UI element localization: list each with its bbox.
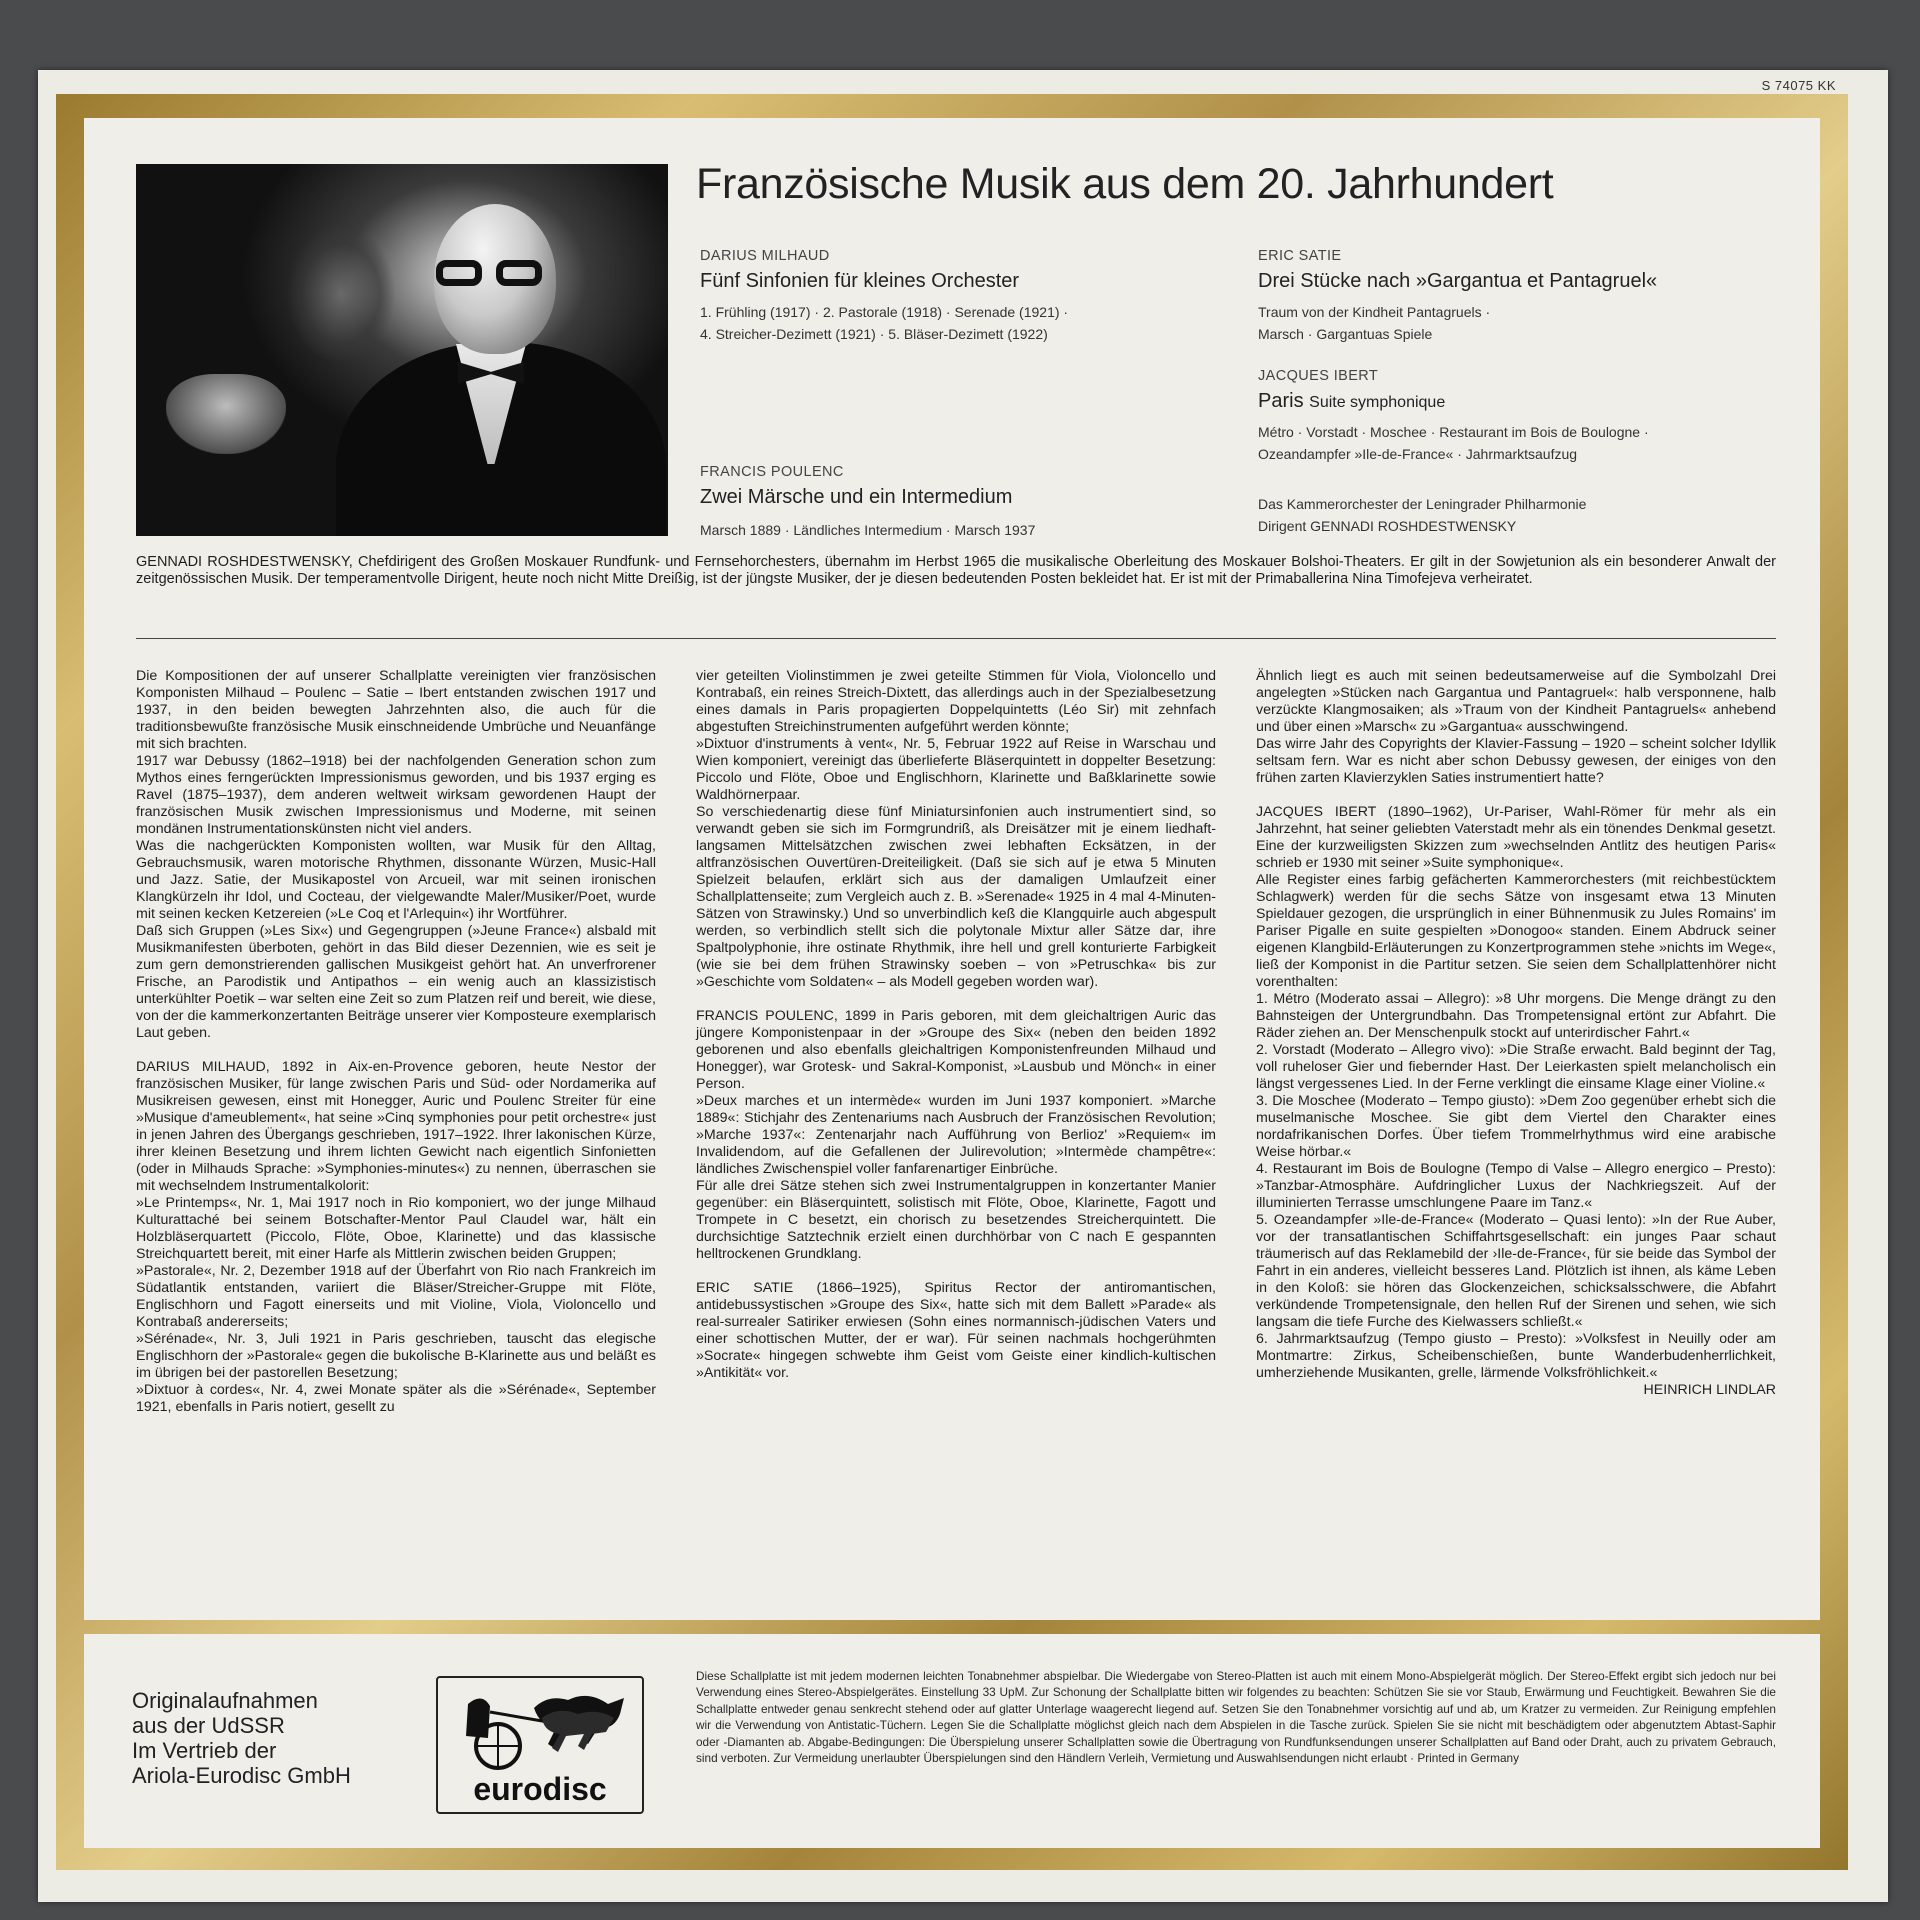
milhaud-movements-1: 1. Frühling (1917) · 2. Pastorale (1918) · Serenade (1921) · xyxy=(700,304,1069,320)
paragraph: Für alle drei Sätze stehen sich zwei Instrumentalgruppen in konzertanter Manier gegenüber: ein Bläserquintett, solistisch mit Flöte, Oboe, Klarinette, Fagott und Trompete in C besetzt, ein chorisch zu besetzendes Streicherquintett. Die durchsichtige Satztechnik erzielt einen durchhörbar von C nach E gespannten helltrockenen Grundklang. xyxy=(696,1178,1216,1262)
divider xyxy=(136,638,1776,639)
liner-column-1 xyxy=(136,668,656,1416)
distribution-note xyxy=(132,1688,351,1788)
paragraph: 5. Ozeandampfer »Ile-de-France« (Moderato – Quasi lento): »In der Rue Auber, vor der transatlantischen Schiffahrtsgesellschaft: ein junges Paar schaut träumerisch auf das Reklamebild der ›Ile-de-France‹, für sie beide das Symbol der Fahrt in ein anderes, vielleicht besseres Land. Plötzlich ist ihnen, als käme Leben in den Koloß: sie hören das Glockenzeichen, schicksalsschwere, die Abfahrt verkündende Trompetensignale, den hellen Ruf der Sirenen und sehen, wie sich langsam die tiefe Furche des Kielwassers schließt.« xyxy=(1256,1212,1776,1330)
paragraph: »Dixtuor à cordes«, Nr. 4, zwei Monate später als die »Sérénade«, September 1921, ebenfalls in Paris notiert, gesellt zu xyxy=(136,1382,656,1415)
author-signature: HEINRICH LINDLAR xyxy=(1643,1382,1776,1398)
conductor: Dirigent GENNADI ROSHDESTWENSKY xyxy=(1258,518,1517,534)
photo-glasses xyxy=(436,260,554,286)
paragraph: DARIUS MILHAUD, 1892 in Aix-en-Provence geboren, heute Nestor der französischen Musiker, für lange zwischen Paris und Süd- oder Nordamerika auf Musikreisen gewesen, einst mit Honegger, Auric und Poulenc Streiter für eine »Musique d'ameublement«, hat seine »Cinq symphonies pour petit orchestre« just in jenen Jahren des Übergangs geschrieben, 1917–1922. Ihrer lakonischen Kürze, ihrer kleinen Besetzung und ihrem lichten Gewicht nach eigentlich Sinfonietten (oder in Milhauds Sprache: »Symphonies-minutes«) zu nennen, überraschen sie mit wechselndem Instrumentalkolorit: xyxy=(136,1059,656,1194)
ibert-movements-2: Ozeandampfer »Ile-de-France« · Jahrmarktsaufzug xyxy=(1258,446,1578,462)
distribution-line: Ariola-Eurodisc GmbH xyxy=(132,1763,351,1788)
ibert-work-main: Paris xyxy=(1258,390,1304,412)
paragraph: Daß sich Gruppen (»Les Six«) und Gegengruppen (»Jeune France«) alsbald mit Musikmanifesten überboten, gehört in das Bild dieser Dezennien, wie es seit je zum gern demonstrierenden gallischen Musikgeist gehört hat. An unverfrorener Frische, an Parodistik und Antipathos – ein wenig auch an klassizistisch unterkühlter Poetik – war selten eine Zeit so zum Platzen reif und bereit, wie diese, von der die kammerkonzertanten Beiträge unserer vier Komposteure exemplarisch Laut geben. xyxy=(136,923,656,1041)
satie-movements-1: Traum von der Kindheit Pantagruels · xyxy=(1258,304,1491,320)
satie-composer: ERIC SATIE xyxy=(1258,248,1342,264)
chariot-icon xyxy=(438,1678,642,1778)
main-panel xyxy=(84,118,1820,1620)
paragraph: JACQUES IBERT (1890–1962), Ur-Pariser, Wahl-Römer für mehr als ein Jahrzehnt, hat seiner geliebten Vaterstadt mehr als ein tönendes Denkmal gesetzt. Eine der kurzweiligsten Skizzen zum »wechselnden Antlitz des heutigen Paris« schrieb er 1930 mit seiner »Suite symphonique«. xyxy=(1256,804,1776,871)
ibert-work xyxy=(1258,390,1445,413)
ibert-composer: JACQUES IBERT xyxy=(1258,368,1379,384)
orchestra: Das Kammerorchester der Leningrader Philharmonie xyxy=(1258,496,1587,512)
satie-work: Drei Stücke nach »Gargantua et Pantagruel« xyxy=(1258,270,1658,292)
ibert-work-sub: Suite symphonique xyxy=(1309,394,1446,411)
ibert-movements-1: Métro · Vorstadt · Moschee · Restaurant im Bois de Boulogne · xyxy=(1258,424,1649,440)
paragraph: ERIC SATIE (1866–1925), Spiritus Rector der antiromantischen, antidebussystischen »Groupe des Six«, hatte sich mit dem Ballett »Parade« als real-surrealer Satiriker erwiesen (Sohn eines normannisch-jüdischen Vaters und einer schottischen Mutter, der er war). Für seinen nachmals hochgerühmten »Socrate« hingegen schwebte ihm Geist vom Geiste einer kindlich-kultischen »Antikität« vor. xyxy=(696,1280,1216,1381)
paragraph: 1917 war Debussy (1862–1918) bei der nachfolgenden Generation schon zum Mythos eines ferngerückten Impressionismus geworden, und bis 1937 erging es Ravel (1875–1937), dem anderen weltweit wirksam gewordenen Haupt der französischen Musik zwischen Impressionismus und Moderne, mit seinen mondänen Instrumentationskünsten nicht viel anders. xyxy=(136,753,656,837)
photo-hand xyxy=(166,374,286,454)
distribution-line: Originalaufnahmen xyxy=(132,1688,318,1713)
paragraph: vier geteilten Violinstimmen je zwei geteilte Stimmen für Viola, Violoncello und Kontrabaß, ein reines Streich-Dixtett, das allerdings auch in der Spezialbesetzung eines damals in Paris propagierten Doppelquintetts (Léo Sir) mit zehnfach abgestuften Streichinstrumenten aufgeführt werden könnte; xyxy=(696,668,1216,735)
paragraph: FRANCIS POULENC, 1899 in Paris geboren, mit dem gleichaltrigen Auric das jüngere Komponistenpaar in der »Groupe des Six« (neben den beiden 1892 geborenen und also ebenfalls gleichaltrigen Komponistenfreunden Milhaud und Honegger), war Grotesk- und Sakral-Komponist, »Lausbub und Mönch« in einer Person. xyxy=(696,1008,1216,1092)
paragraph: 3. Die Moschee (Moderato – Tempo giusto): »Dem Zoo gegenüber erhebt sich die muselmanische Moschee. Sie gibt dem Viertel den Charakter eines nordafrikanischen Dorfes. Über tiefem Trommelrhythmus wird eine arabische Weise hörbar.« xyxy=(1256,1093,1776,1160)
paragraph: »Pastorale«, Nr. 2, Dezember 1918 auf der Überfahrt von Rio nach Frankreich im Südatlantik entstanden, variiert die Bläser/Streicher-Gruppe mit Flöte, Englischhorn und Fagott einerseits und mit Violine, Viola, Violoncello und Kontrabaß andererseits; xyxy=(136,1263,656,1330)
paragraph: 2. Vorstadt (Moderato – Allegro vivo): »Die Straße erwacht. Bald beginnt der Tag, voll ruheloser Gier und fiebernder Hast. Der Leierkasten spielt melancholisch ein längst vergessenes Lied. In der Ferne verklingt die einsame Klage einer Violine.« xyxy=(1256,1042,1776,1092)
conductor-bio: GENNADI ROSHDESTWENSKY, Chefdirigent des Großen Moskauer Rundfunk- und Fernsehorchesters, übernahm im Herbst 1965 die musikalische Oberleitung des Moskauer Bolshoi-Theaters. Er gilt in der Sowjetunion als ein besonderer Anwalt der zeitgenössischen Musik. Der temperamentvolle Dirigent, heute noch nicht Mitte Dreißig, ist der jüngste Musiker, der je diesen bedeutenden Posten bekleidet hat. Er ist mit der Primaballerina Nina Timofejeva verheiratet. xyxy=(136,554,1776,587)
distribution-line: aus der UdSSR xyxy=(132,1713,285,1738)
paragraph: 4. Restaurant im Bois de Boulogne (Tempo di Valse – Allegro energico – Presto): »Tanzbar-Atmosphäre. Aufdringlicher Luxus der Nachkriegszeit. Auf der illuminierten Terrasse umschlungene Paare im Tanz.« xyxy=(1256,1161,1776,1211)
poulenc-composer: FRANCIS POULENC xyxy=(700,464,844,480)
legal-notice: Diese Schallplatte ist mit jedem modernen leichten Tonabnehmer abspielbar. Die Wiedergabe von Stereo-Platten ist auch mit einem Mono-Abspielgerät möglich. Der Stereo-Effekt ergibt sich jedoch nur bei Verwendung eines Stereo-Abspielgerätes. Einstellung 33 UpM. Zur Schonung der Schallplatte bitten wir folgendes zu beachten: Schützen Sie sie vor Staub, Erwärmung und Feuchtigkeit. Bewahren Sie die Schallplatte entweder genau senkrecht stehend oder auf glatter Unterlage waagerecht liegend auf. Setzen Sie den Tonabnehmer vorsichtig auf und ab, um Kratzer zu vermeiden. Zur Reinigung empfehlen wir die Verwendung von Antistatic-Tüchern. Legen Sie die Schallplatte möglichst gleich nach dem Abspielen in die Tasche zurück. Spielen Sie sie nicht mit beschädigtem oder abgenutztem Abtast-Saphir oder -Diamanten ab. Abgabe-Bedingungen: Die Überspielung unserer Schallplatten sowie die Übertragung von Rundfunksendungen unserer Schallplatten auf Band oder Draht, auch zu privatem Gebrauch, sind verboten. Zur Vermeidung unerlaubter Überspielungen sind den Händlern Verleih, Vermietung und Auswahlsendungen nicht erlaubt · Printed in Germany xyxy=(696,1669,1776,1766)
footer-strip xyxy=(84,1634,1820,1848)
paragraph: »Le Printemps«, Nr. 1, Mai 1917 noch in Rio komponiert, wo der junge Milhaud Kulturattaché bei seinem Botschafter-Mentor Paul Claudel war, hält ein Holzbläserquartett (Piccolo, Flöte, Oboe, Klarinette) und das klassische Streichquartett bereit, mit einer Harfe als Mittlerin zwischen beiden Gruppen; xyxy=(136,1195,656,1262)
distribution-line: Im Vertrieb der xyxy=(132,1738,277,1763)
paragraph: 6. Jahrmarktsaufzug (Tempo giusto – Presto): »Volksfest in Neuilly oder am Montmartre: Zirkus, Scheibenschießen, bunte Wanderbudenherrlichkeit, umherziehende Musikanten, grelle, lärmende Volksfröhlichkeit.« xyxy=(1256,1331,1776,1381)
milhaud-work: Fünf Sinfonien für kleines Orchester xyxy=(700,270,1020,292)
paragraph: Ähnlich liegt es auch mit seinen bedeutsamerweise auf die Symbolzahl Drei angelegten »Stücken nach Gargantua und Pantagruel«: halb versponnene, halb verzückte Klangmosaiken; als »Traum von der Kindheit Pantagruels« anhebend und über einen »Marsch« zu »Gargantua« ausschwingend. xyxy=(1256,668,1776,735)
poulenc-work: Zwei Märsche und ein Intermedium xyxy=(700,486,1013,508)
milhaud-movements-2: 4. Streicher-Dezimett (1921) · 5. Bläser-Dezimett (1922) xyxy=(700,326,1048,342)
paragraph: »Sérénade«, Nr. 3, Juli 1921 in Paris geschrieben, tauscht das elegische Englischhorn der »Pastorale« gegen die bukolische B-Klarinette aus und beläßt es im übrigen bei der pastorellen Besetzung; xyxy=(136,1331,656,1381)
paragraph: »Dixtuor d'instruments à vent«, Nr. 5, Februar 1922 auf Reise in Warschau und Wien komponiert, vereinigt das überlieferte Bläserquintett in doppelter Besetzung: Piccolo und Flöte, Oboe und Englischhorn, Klarinette und Baßklarinette sowie Waldhörnerpaar. xyxy=(696,736,1216,803)
paragraph: 1. Métro (Moderato assai – Allegro): »8 Uhr morgens. Die Menge drängt zu den Bahnsteigen der Untergrundbahn. Das Trompetensignal ertönt zur Abfahrt. Die Räder ziehen an. Der Menschenpulk stockt auf unterirdischer Fahrt.« xyxy=(1256,991,1776,1041)
liner-column-3 xyxy=(1256,668,1776,1399)
liner-column-2 xyxy=(696,668,1216,1382)
conductor-photo xyxy=(136,164,668,536)
logo-wordmark: eurodisc xyxy=(473,1771,607,1807)
milhaud-composer: DARIUS MILHAUD xyxy=(700,248,830,264)
paragraph: »Deux marches et un intermède« wurden im Juni 1937 komponiert. »Marche 1889«: Stichjahr des Zentenariums nach Ausbruch der Französischen Revolution; »Marche 1937«: Zentenarjahr nach Aufführung von Berlioz' »Requiem« im Invalidendom, auf die Gefallenen der Julirevolution; »Intermède champêtre«: ländliches Zwischenspiel voller fanfarenartiger Einbrüche. xyxy=(696,1093,1216,1177)
paragraph: So verschiedenartig diese fünf Miniatursinfonien auch instrumentiert sind, so verwandt geben sie sich im Formgrundriß, als Dreisätzer mit je einem liedhaft-langsamen Mittelsätzchen zwischen zwei lebhaften Ecksätzen, in der altfranzösischen Ouvertüren-Dreiteiligkeit. (Daß sie sich auf je etwa 5 Minuten Spielzeit belaufen, erklärt sich aus der damaligen Umlaufzeit einer Schallplattenseite; zum Vergleich auch z. B. »Serenade« 1925 in 4 mal 4-Minuten-Sätzen von Strawinsky.) Und so unverbindlich keß die Klangquirle auch abgespult werden, so verbindlich stellt sich die polytonale Mixtur aller Sätze dar, ihre Spaltpolyphonie, ihre ostinate Rhythmik, ihre hell und grell konturierte Farbigkeit (wie sie bei dem frühen Strawinsky soeben – von »Petruschka« bis zur »Geschichte vom Soldaten« – als Modell gegeben worden war). xyxy=(696,804,1216,990)
paragraph: Die Kompositionen der auf unserer Schallplatte vereinigten vier französischen Komponisten Milhaud – Poulenc – Satie – Ibert entstanden zwischen 1917 und 1937, in den beiden bewegten Jahrzehnten also, die auch für die traditionsbewußte französische Musik einschneidende Umbrüche und Neuanfänge mit sich brachten. xyxy=(136,668,656,752)
paragraph: Das wirre Jahr des Copyrights der Klavier-Fassung – 1920 – scheint solcher Idyllik seltsam fern. War es nicht aber schon Debussy gewesen, der einiges von den frühen zarten Klavierzyklen Saties instrumentiert hatte? xyxy=(1256,736,1776,786)
photo-background-figure xyxy=(286,224,396,364)
paragraph: Alle Register eines farbig gefächerten Kammerorchesters (mit reichbestücktem Schlagwerk) werden für die sechs Sätze von insgesamt etwa 13 Minuten Spieldauer gezogen, die ursprünglich in einer Bühnenmusik zu Jules Romains' im Pariser Pigalle en suite gespielten »Donogoo« standen. Einem Abdruck seiner eigenen Klangbild-Erläuterungen zu Konzertprogrammen stehe »nichts im Wege«, ließ der Komponist in die Partitur setzen. Sie seien dem Schallplattenhörer nicht vorenthalten: xyxy=(1256,872,1776,990)
eurodisc-logo xyxy=(436,1676,644,1814)
paragraph: Was die nachgerückten Komponisten wollten, war Musik für den Alltag, Gebrauchsmusik, waren motorische Rhythmen, dissonante Würzen, Music-Hall und Jazz. Satie, der Musikapostel von Arcueil, war mit seinen ironischen Klangkürzeln ihr Idol, und Cocteau, der vielgewandte Maler/Musiker/Poet, wurde mit seinen kecken Ketzereien (»Le Coq et l'Arlequin«) ihr Wortführer. xyxy=(136,838,656,922)
catalog-number: S 74075 KK xyxy=(1761,78,1836,93)
satie-movements-2: Marsch · Gargantuas Spiele xyxy=(1258,326,1433,342)
album-title: Französische Musik aus dem 20. Jahrhundert xyxy=(696,160,1554,208)
poulenc-movements: Marsch 1889 · Ländliches Intermedium · Marsch 1937 xyxy=(700,522,1036,538)
